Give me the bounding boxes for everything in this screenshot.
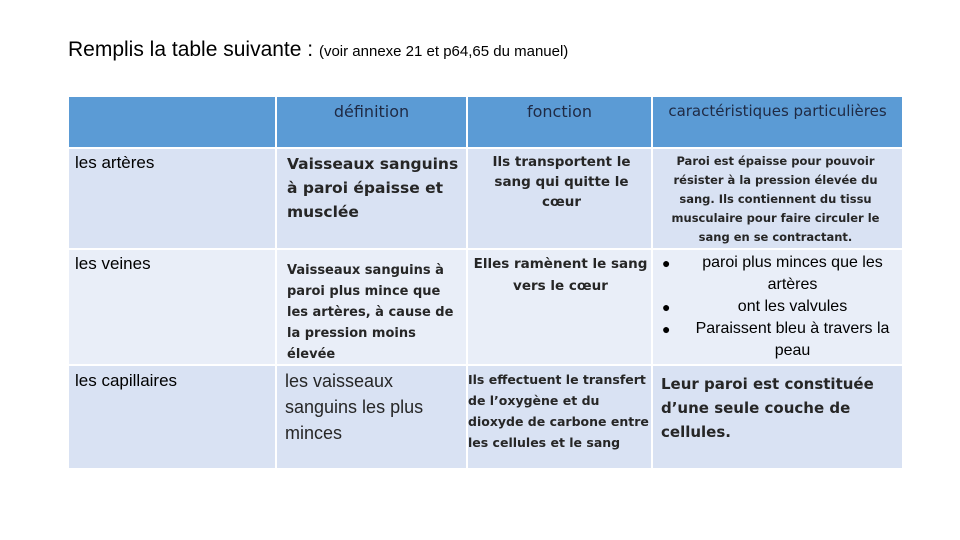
row-capillaires-definition-cell bbox=[277, 366, 466, 468]
row-veines-caracteristiques-cell bbox=[653, 250, 902, 364]
caracteristiques-text: Paroi est épaisse pour pouvoir résister à la pression élevée du sang. Ils contiennent du tissu musculaire pour faire circuler le sang en se contractant. bbox=[671, 154, 880, 244]
definition-text: les vaisseaux sanguins les plus minces bbox=[285, 371, 424, 443]
row-label: les veines bbox=[75, 254, 151, 273]
fonction-text: Ils transportent le sang qui quitte le cœur bbox=[492, 154, 631, 210]
header-caracteristiques-cell bbox=[653, 97, 902, 147]
row-arteres-fonction-cell bbox=[468, 149, 651, 248]
bullet-dot-icon: ● bbox=[662, 321, 671, 337]
row-capillaires-fonction-cell bbox=[468, 366, 651, 468]
list-item bbox=[653, 318, 902, 362]
header-fonction-cell bbox=[468, 97, 651, 147]
fonction-text: Ils effectuent le transfert de l’oxygène et du dioxyde de carbone entre les cellules et le sang bbox=[468, 372, 649, 450]
row-veines-fonction-cell bbox=[468, 250, 651, 364]
bullet-dot-icon: ● bbox=[662, 299, 671, 315]
header-definition: définition bbox=[333, 102, 410, 121]
title-main: Remplis la table suivante : bbox=[68, 38, 314, 61]
list-item-text: paroi plus minces que les artères bbox=[702, 254, 883, 293]
row-veines-label-cell bbox=[69, 250, 275, 364]
header-definition-cell bbox=[277, 97, 466, 147]
list-item-text: ont les valvules bbox=[737, 298, 848, 315]
row-label: les artères bbox=[75, 153, 155, 172]
row-veines-definition-cell bbox=[277, 250, 466, 364]
list-item bbox=[653, 252, 902, 296]
definition-text: Vaisseaux sanguins à paroi épaisse et musclée bbox=[287, 155, 459, 221]
list-item bbox=[653, 296, 902, 318]
caracteristiques-list bbox=[653, 250, 902, 362]
row-capillaires-caracteristiques-cell bbox=[653, 366, 902, 468]
row-arteres-definition-cell bbox=[277, 149, 466, 248]
page-title bbox=[68, 38, 568, 62]
row-arteres-caracteristiques-cell bbox=[653, 149, 902, 248]
row-label: les capillaires bbox=[75, 371, 178, 390]
row-capillaires-label-cell bbox=[69, 366, 275, 468]
title-note: (voir annexe 21 et p64,65 du manuel) bbox=[318, 43, 569, 60]
row-arteres-label-cell bbox=[69, 149, 275, 248]
header-fonction: fonction bbox=[526, 102, 592, 121]
caracteristiques-text: Leur paroi est constituée d’une seule couche de cellules. bbox=[661, 375, 874, 441]
header-caracteristiques: caractéristiques particulières bbox=[668, 102, 887, 120]
bullet-dot-icon: ● bbox=[662, 255, 671, 271]
list-item-text: Paraissent bleu à travers la peau bbox=[695, 320, 890, 359]
header-corner-cell bbox=[69, 97, 275, 147]
definition-text: Vaisseaux sanguins à paroi plus mince que les artères, à cause de la pression moins élevée bbox=[287, 263, 454, 362]
fonction-text: Elles ramènent le sang vers le cœur bbox=[473, 256, 648, 294]
